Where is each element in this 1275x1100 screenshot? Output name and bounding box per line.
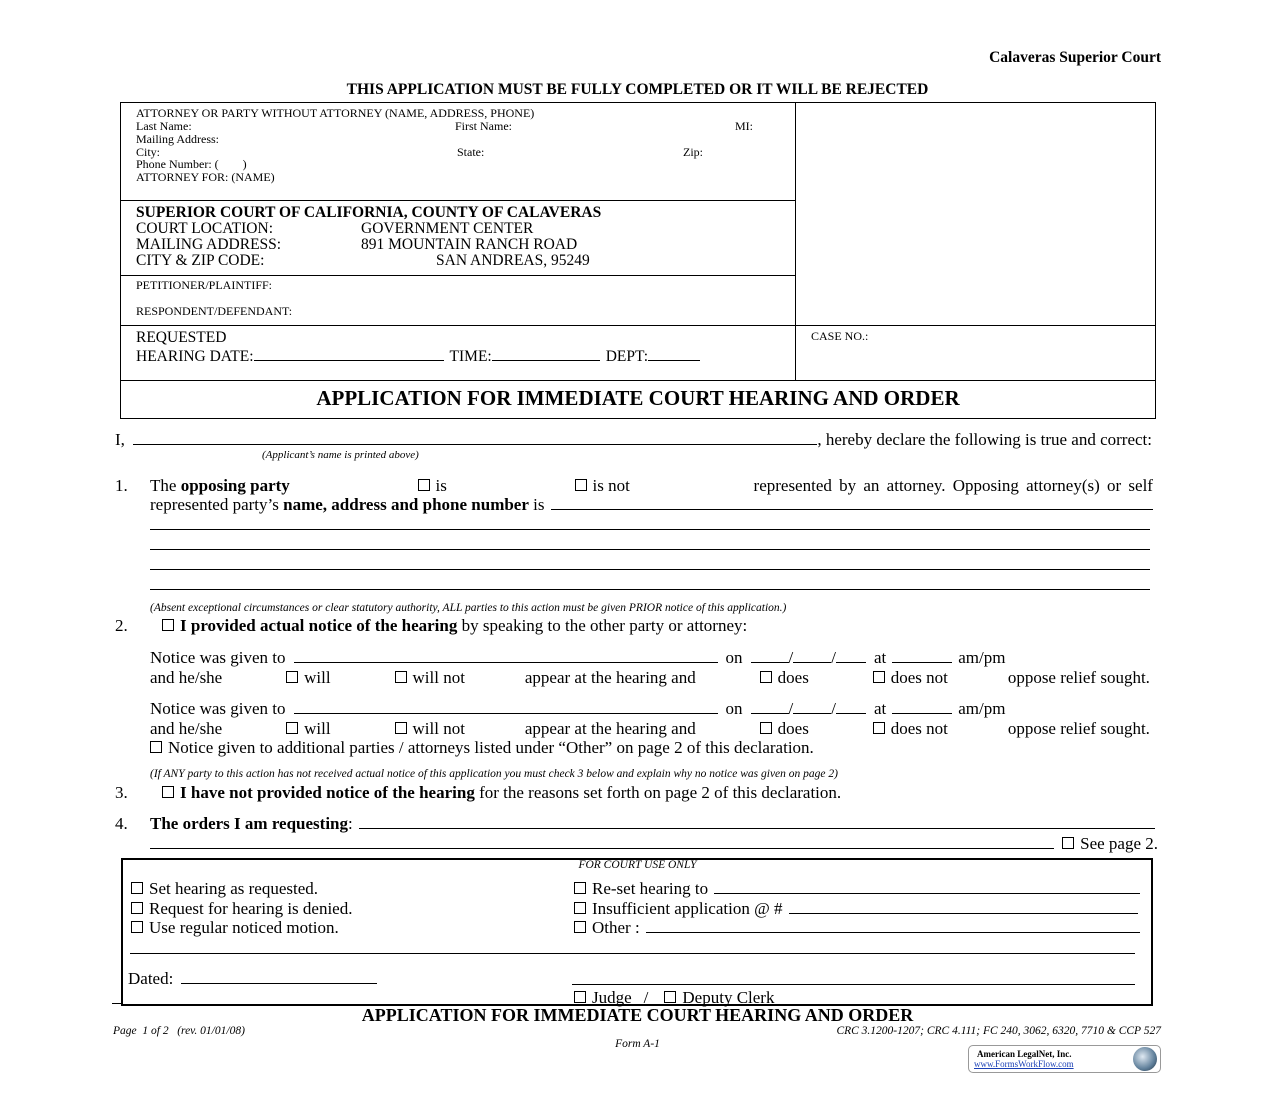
text: will not [412,719,465,738]
text: Notice was given to [150,699,286,718]
text: Notice given to additional parties / attorneys listed under “Other” on page 2 of this declaration. [168,738,814,757]
opposing-info-line[interactable] [150,569,1150,570]
text: and he/she [150,719,223,738]
is-label: is [435,476,447,495]
is-not-label: is not [592,476,630,495]
denied-checkbox[interactable] [131,902,143,914]
text: am/pm [958,699,1006,718]
text: is [533,495,545,514]
text: Other : [592,918,640,937]
requested-label: REQUESTED [136,329,227,346]
insufficient-checkbox[interactable] [574,902,586,914]
text: Deputy Clerk [682,988,775,1007]
will-not-checkbox[interactable] [395,722,407,734]
insufficient-item [570,899,1138,918]
orders-bold: The orders I am requesting [150,814,349,833]
text: does [777,668,809,687]
hearing-date-label: HEARING DATE: [136,348,254,365]
declare-suffix: , hereby declare the following is true and correct: [817,430,1152,449]
provided-notice-checkbox[interactable] [162,619,174,631]
text: / [788,699,794,718]
no-notice-bold: I have not provided notice of the hearing [180,783,475,802]
set-hearing-item [127,879,318,898]
time-field[interactable] [492,346,600,361]
additional-row [146,738,814,757]
globe-icon [1133,1047,1157,1071]
mailing-label: MAILING ADDRESS: [136,236,282,253]
text: oppose relief sought. [1007,668,1150,687]
orders-field[interactable] [359,814,1155,829]
item-4-number: 4. [115,814,128,833]
month-field[interactable] [751,699,789,714]
text: represented party’s [150,495,279,514]
provided-notice-bold: I provided actual notice of the hearing [180,616,458,635]
appear-row-2 [150,719,1150,738]
text: Request for hearing is denied. [149,899,353,918]
text: Set hearing as requested. [149,879,318,898]
orders-field[interactable] [150,834,1054,849]
text: does not [890,668,948,687]
declare-prefix: I, [115,430,125,449]
will-checkbox[interactable] [286,671,298,683]
does-checkbox[interactable] [760,671,772,683]
dated-row [128,969,377,988]
case-no-label[interactable]: CASE NO.: [811,329,869,343]
notice-given-row-1 [150,648,1150,667]
logo-url[interactable]: www.FormsWorkFlow.com [974,1059,1074,1069]
notice-given-row-2 [150,699,1150,718]
item-2-number: 2. [115,616,128,635]
day-field[interactable] [793,648,831,663]
text: at [873,699,887,718]
text: Insufficient application @ # [592,899,783,918]
item-4-line [150,814,1155,833]
see-page-2-checkbox[interactable] [1062,837,1074,849]
text: by speaking to the other party or attorney: [461,616,748,635]
form-title: APPLICATION FOR IMMEDIATE COURT HEARING AND ORDER [316,386,960,410]
warning-heading: THIS APPLICATION MUST BE FULLY COMPLETED OR IT WILL BE REJECTED [346,81,929,98]
regular-motion-item [127,918,339,937]
form-number: Form A-1 [615,1038,660,1050]
notice-note: (Absent exceptional circumstances or clear statutory authority, ALL parties to this action must be given PRIOR notice of this application.) [150,602,787,614]
first-name-label[interactable]: First Name: [455,119,512,133]
item-1-rest: represented by an attorney. Opposing attorney(s) or self [753,476,1153,495]
time-field[interactable] [892,648,952,663]
set-hearing-checkbox[interactable] [131,882,143,894]
item-1-number: 1. [115,476,128,495]
notice-name-field[interactable] [294,699,718,714]
is-checkbox[interactable] [418,479,430,491]
citations: CRC 3.1200-1207; CRC 4.111; FC 240, 3062, 6320, 7710 & CCP 527 [836,1025,1161,1037]
mailing-address: 891 MOUNTAIN RANCH ROAD [361,236,578,253]
text: on [725,648,743,667]
item-1-line1 [150,476,1153,495]
mailing-address-label[interactable]: Mailing Address: [136,132,219,146]
text: will [304,668,331,687]
time-label: TIME: [449,348,492,365]
text: and he/she [150,668,223,687]
month-field[interactable] [751,648,789,663]
phone-label[interactable]: Phone Number: ( ) [136,157,247,171]
court-location: GOVERNMENT CENTER [361,220,534,237]
item-3-number: 3. [115,783,128,802]
is-not-checkbox[interactable] [575,479,587,491]
city-label[interactable]: City: [136,145,161,159]
court-use-heading: FOR COURT USE ONLY [578,859,697,871]
dated-field[interactable] [181,969,377,984]
logo-name: American LegalNet, Inc. [977,1049,1072,1059]
text: The [150,476,177,495]
text: am/pm [958,648,1006,667]
court-name: Calaveras Superior Court [989,49,1161,66]
item-4-line2 [150,834,1158,853]
opposing-info-line[interactable] [150,589,1150,590]
opposing-info-line[interactable] [150,549,1150,550]
declaration-row [115,430,1152,449]
applicant-note: (Applicant’s name is printed above) [262,449,419,461]
opposing-info-field[interactable] [551,495,1154,510]
will-not-checkbox[interactable] [395,671,407,683]
text: will not [412,668,465,687]
other-checkbox[interactable] [574,921,586,933]
denied-item [127,899,352,918]
court-notes-line[interactable] [130,953,1135,954]
mi-label[interactable]: MI: [735,119,753,133]
name-address-bold: name, address and phone number [283,495,529,514]
dept-label: DEPT: [605,348,649,365]
footer-title: APPLICATION FOR IMMEDIATE COURT HEARING AND ORDER [361,1005,914,1025]
day-field[interactable] [793,699,831,714]
item-2-line [158,616,747,635]
text: / [831,699,836,718]
other-field[interactable] [646,918,1140,933]
appear-row-1 [150,668,1150,687]
item-3-line [158,783,841,802]
text: at [873,648,887,667]
hearing-date-field[interactable] [254,346,444,361]
year-field[interactable] [836,648,866,663]
court-location-label: COURT LOCATION: [136,220,273,237]
notice-name-field[interactable] [294,648,718,663]
deputy-clerk-checkbox[interactable] [664,991,676,1003]
text: Use regular noticed motion. [149,918,339,937]
text: oppose relief sought. [1007,719,1150,738]
text: will [304,719,331,738]
zip-label[interactable]: Zip: [683,145,703,159]
signature-line[interactable] [572,984,1135,985]
does-not-checkbox[interactable] [873,722,885,734]
cityzip-label: CITY & ZIP CODE: [136,252,265,269]
time-field[interactable] [892,699,952,714]
petitioner-label[interactable]: PETITIONER/PLAINTIFF: [136,278,272,292]
year-field[interactable] [836,699,866,714]
no-notice-checkbox[interactable] [162,786,174,798]
judge-checkbox[interactable] [574,991,586,1003]
item-3-note: (If ANY party to this action has not received actual notice of this application you must check 3 below and explain why no notice was given on page 2) [150,768,838,780]
american-legalnet-logo[interactable] [968,1045,1161,1073]
does-not-checkbox[interactable] [873,671,885,683]
text: appear at the hearing and [524,668,696,687]
item-1-line2 [150,495,1153,514]
caption-box [120,102,1156,419]
court-title: SUPERIOR COURT OF CALIFORNIA, COUNTY OF CALAVERAS [136,204,602,221]
text: / [643,988,649,1007]
text: Notice was given to [150,648,286,667]
cityzip: SAN ANDREAS, 95249 [436,252,590,269]
dated-label: Dated: [128,969,174,988]
additional-parties-checkbox[interactable] [150,741,162,753]
opposing-info-line[interactable] [150,529,1150,530]
reset-field[interactable] [714,879,1140,894]
dept-field[interactable] [648,346,700,361]
text: / [788,648,794,667]
applicant-name-field[interactable] [133,430,817,445]
does-checkbox[interactable] [760,722,772,734]
regular-motion-checkbox[interactable] [131,921,143,933]
other-item [570,918,1140,937]
page-number: Page 1 of 2 (rev. 01/01/08) [113,1025,245,1037]
text: does not [890,719,948,738]
last-name-label[interactable]: Last Name: [136,119,192,133]
opposing-party-bold: opposing party [180,476,290,495]
text: See page 2. [1080,834,1158,853]
hearing-row [136,346,700,365]
text: does [777,719,809,738]
text: on [725,699,743,718]
will-checkbox[interactable] [286,722,298,734]
state-label[interactable]: State: [457,145,485,159]
reset-checkbox[interactable] [574,882,586,894]
text: Re-set hearing to [592,879,709,898]
reset-item [570,879,1140,898]
text: : [348,814,353,833]
insufficient-field[interactable] [789,899,1139,914]
respondent-label[interactable]: RESPONDENT/DEFENDANT: [136,304,293,318]
text: / [831,648,836,667]
text: Judge [592,988,632,1007]
text: for the reasons set forth on page 2 of this declaration. [479,783,842,802]
text: appear at the hearing and [524,719,696,738]
attorney-heading: ATTORNEY OR PARTY WITHOUT ATTORNEY (NAME, ADDRESS, PHONE) [136,106,535,120]
attorney-for-label[interactable]: ATTORNEY FOR: (NAME) [136,170,275,184]
